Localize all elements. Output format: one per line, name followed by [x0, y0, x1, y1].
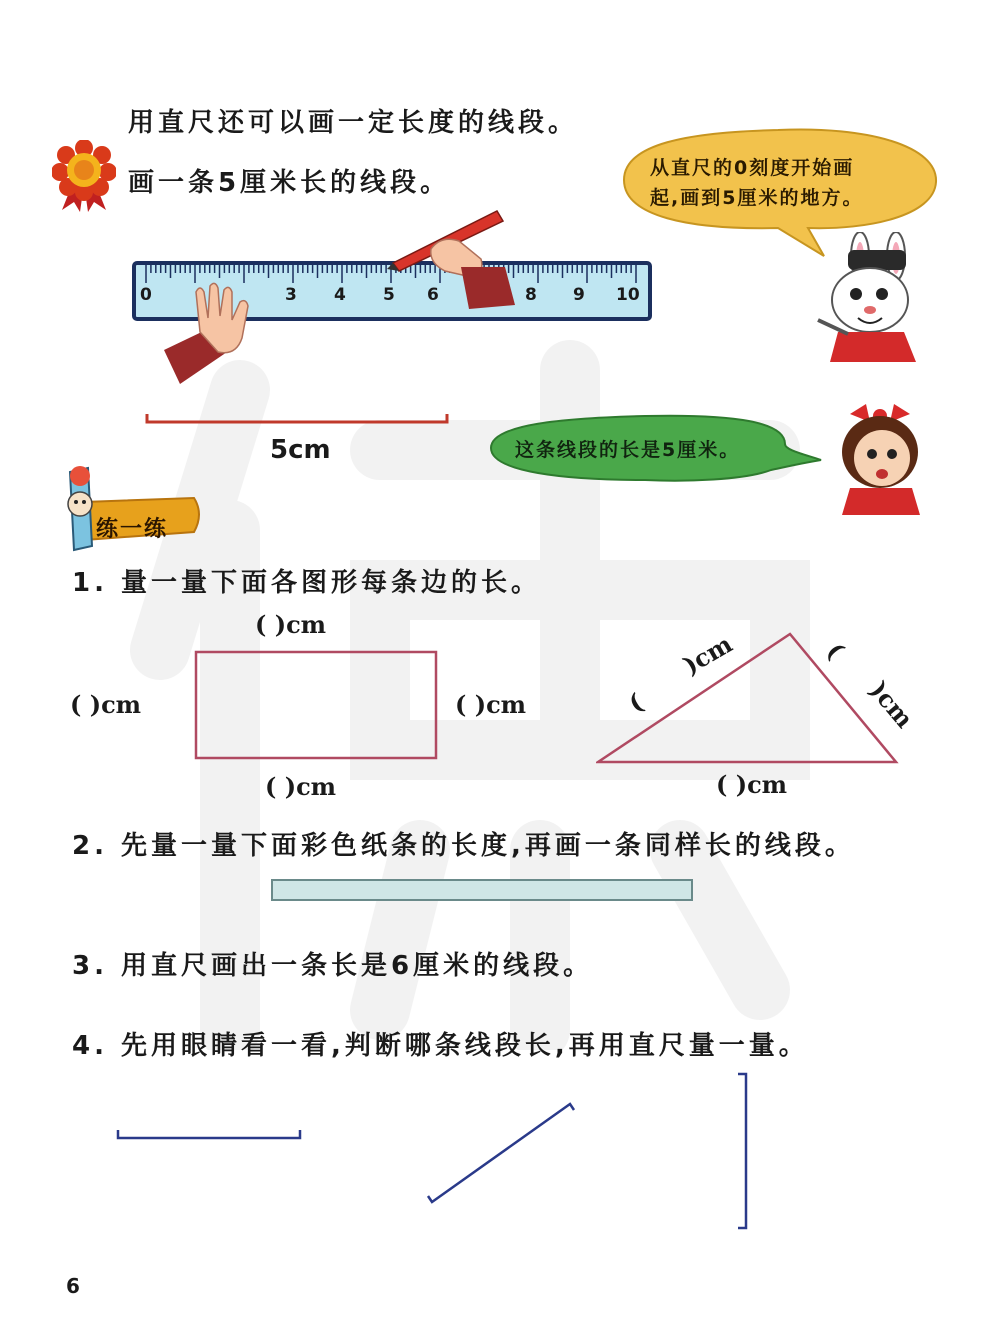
- tri-right-answer-blank[interactable]: )cm: [864, 675, 920, 734]
- rect-left-answer-blank[interactable]: ( )cm: [70, 690, 142, 719]
- rect-top-answer-blank[interactable]: ( )cm: [255, 610, 327, 639]
- ruler-number-0: 0: [140, 285, 152, 305]
- girl-bubble-text: 这条线段的长是5厘米。: [515, 439, 741, 461]
- five-cm-segment: [145, 410, 450, 430]
- ruler-number-9: 9: [573, 285, 585, 305]
- ruler-number-3: 3: [285, 285, 297, 305]
- rect-bottom-answer-blank[interactable]: ( )cm: [265, 772, 337, 801]
- question-2-text: 2. 先量一量下面彩色纸条的长度,再画一条同样长的线段。: [72, 831, 855, 861]
- ruler-number-10: 10: [616, 285, 640, 305]
- triangle-figure: [596, 632, 900, 767]
- question-4-text: 4. 先用眼睛看一看,判断哪条线段长,再用直尺量一量。: [72, 1031, 809, 1061]
- girl-character: [828, 400, 928, 515]
- tri-bottom-answer-blank[interactable]: ( )cm: [716, 770, 788, 799]
- tri-left-open-paren[interactable]: (: [623, 687, 648, 718]
- segment-vertical: [734, 1070, 754, 1232]
- left-hand-illustration: [160, 280, 270, 390]
- rectangle-figure: [194, 650, 440, 762]
- ruler-number-8: 8: [525, 285, 537, 305]
- tri-left-answer-blank[interactable]: )cm: [678, 629, 738, 680]
- tri-right-open-paren[interactable]: (: [820, 636, 851, 665]
- rect-right-answer-blank[interactable]: ( )cm: [455, 690, 527, 719]
- rabbit-character: [808, 232, 928, 362]
- page-number: 6: [66, 1274, 80, 1298]
- intro-text: 用直尺还可以画一定长度的线段。: [128, 108, 579, 138]
- hand-with-pencil-illustration: [385, 205, 525, 315]
- segment-diagonal: [420, 1096, 580, 1208]
- segment-label: 5cm: [270, 435, 331, 465]
- example-instruction: 画一条5厘米长的线段。: [128, 168, 451, 198]
- rosette-icon: [52, 140, 116, 212]
- segment-horizontal: [114, 1128, 304, 1144]
- ruler-number-4: 4: [334, 285, 346, 305]
- ruler-number-5: 5: [383, 285, 395, 305]
- colored-paper-strip: [270, 878, 696, 904]
- practice-title: 练一练: [96, 517, 169, 542]
- rabbit-bubble-line1: 从直尺的0刻度开始画: [650, 157, 855, 179]
- rabbit-bubble-line2: 起,画到5厘米的地方。: [650, 187, 864, 209]
- question-3-text: 3. 用直尺画出一条长是6厘米的线段。: [72, 951, 594, 981]
- question-1-text: 1. 量一量下面各图形每条边的长。: [72, 568, 542, 598]
- ruler-number-6: 6: [427, 285, 439, 305]
